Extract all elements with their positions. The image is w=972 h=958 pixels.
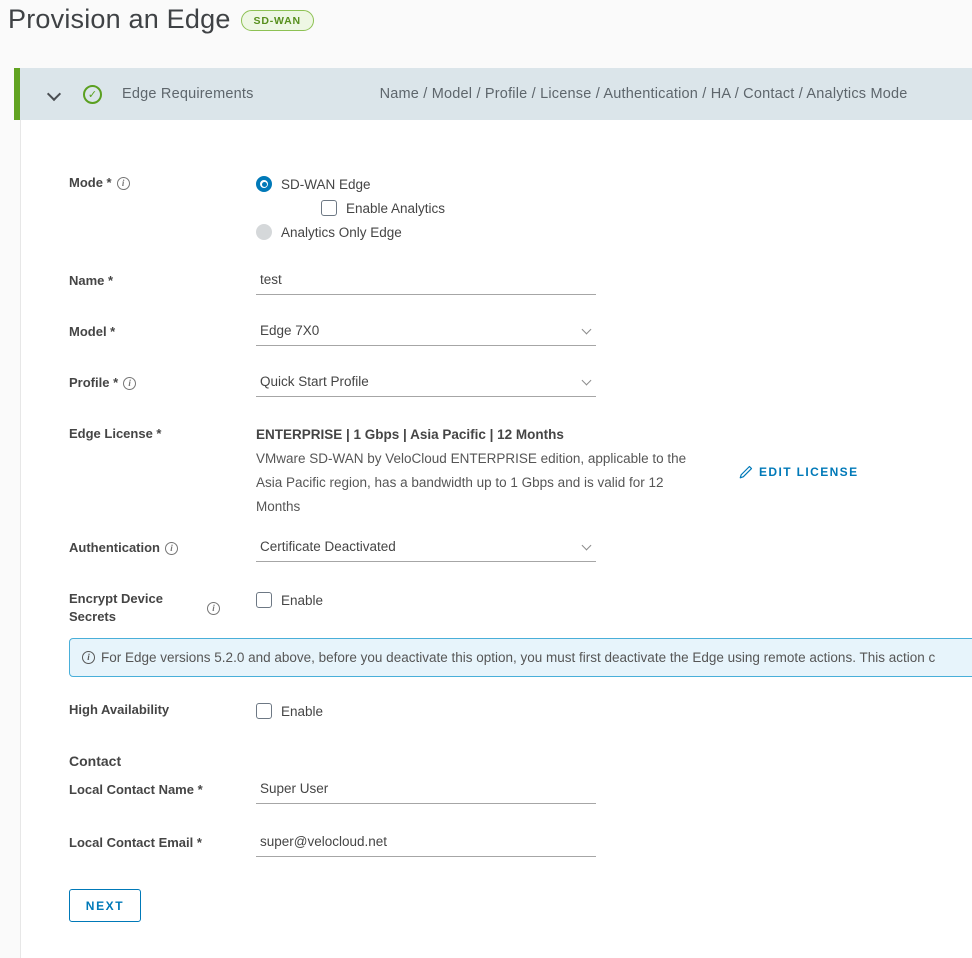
- local-contact-name-input[interactable]: Super User: [256, 779, 596, 804]
- edit-license-button[interactable]: EDIT LICENSE: [738, 425, 858, 519]
- contact-heading: Contact: [69, 753, 122, 769]
- edge-license-row: [69, 423, 972, 519]
- local-contact-email-label: Local Contact Email *: [69, 835, 202, 850]
- edge-version-info-banner: [69, 638, 972, 677]
- local-contact-email-input[interactable]: super@velocloud.net: [256, 832, 596, 857]
- page-header: [0, 0, 972, 68]
- radio-disabled-icon: [256, 224, 272, 240]
- high-availability-row: [69, 699, 972, 723]
- check-circle-icon: ✓: [83, 85, 102, 104]
- mode-radio-analytics-only: Analytics Only Edge: [256, 220, 972, 244]
- info-icon: i: [82, 651, 95, 664]
- local-contact-email-row: [69, 832, 972, 857]
- enable-analytics-checkbox-row[interactable]: Enable Analytics: [321, 196, 972, 220]
- section-steps: Name / Model / Profile / License / Authentication / HA / Contact / Analytics Mode: [379, 86, 908, 102]
- chevron-down-icon[interactable]: [48, 89, 59, 100]
- profile-label: Profile * i: [69, 372, 256, 392]
- local-contact-name-row: [69, 779, 972, 804]
- info-icon[interactable]: i: [165, 542, 178, 555]
- checkbox-unchecked-icon[interactable]: [321, 200, 337, 216]
- profile-select[interactable]: Quick Start Profile: [256, 372, 596, 397]
- edge-requirements-panel: [14, 68, 972, 958]
- caret-down-icon: [582, 328, 592, 334]
- model-select[interactable]: Edge 7X0: [256, 321, 596, 346]
- high-availability-label: High Availability: [69, 702, 170, 717]
- checkbox-unchecked-icon[interactable]: [256, 592, 272, 608]
- next-button[interactable]: NEXT: [69, 889, 141, 922]
- authentication-row: [69, 537, 972, 562]
- profile-row: [69, 372, 972, 397]
- page-title: Provision an Edge: [8, 4, 231, 34]
- mode-control: [256, 172, 972, 244]
- ha-enable-checkbox-row[interactable]: Enable: [256, 699, 972, 723]
- license-description: VMware SD-WAN by VeloCloud ENTERPRISE edition, applicable to the Asia Pacific region, has a bandwidth up to 1 Gbps and is valid for 12 Months: [256, 451, 687, 514]
- name-row: [69, 270, 972, 295]
- caret-down-icon: [582, 379, 592, 385]
- mode-radio-sdwan[interactable]: SD-WAN Edge: [256, 172, 972, 196]
- license-details: [256, 423, 708, 519]
- info-icon[interactable]: i: [123, 377, 136, 390]
- edge-requirements-header[interactable]: [14, 68, 972, 120]
- authentication-select[interactable]: Certificate Deactivated: [256, 537, 596, 562]
- banner-text: For Edge versions 5.2.0 and above, before you deactivate this option, you must first deactivate the Edge using remote actions. This action c: [101, 650, 936, 665]
- mode-row: [69, 172, 972, 244]
- encrypt-enable-checkbox-row[interactable]: Enable: [256, 588, 972, 612]
- section-title: Edge Requirements: [122, 86, 254, 102]
- info-icon[interactable]: i: [117, 177, 130, 190]
- edge-license-label: Edge License *: [69, 426, 162, 441]
- model-row: [69, 321, 972, 346]
- caret-down-icon: [582, 544, 592, 550]
- checkbox-unchecked-icon[interactable]: [256, 703, 272, 719]
- radio-selected-icon[interactable]: [256, 176, 272, 192]
- info-icon[interactable]: i: [207, 602, 220, 615]
- name-input[interactable]: test: [256, 270, 596, 295]
- panel-body: [20, 120, 972, 958]
- name-label: Name *: [69, 273, 114, 288]
- model-label: Model *: [69, 324, 116, 339]
- panel-header-content: [20, 68, 972, 120]
- encrypt-device-secrets-label: Encrypt Device Secrets i: [69, 588, 256, 626]
- encrypt-device-secrets-row: [69, 588, 972, 626]
- license-summary: ENTERPRISE | 1 Gbps | Asia Pacific | 12 Months: [256, 427, 564, 442]
- local-contact-name-label: Local Contact Name *: [69, 782, 203, 797]
- mode-label: Mode * i: [69, 172, 256, 192]
- authentication-label: Authentication i: [69, 537, 256, 557]
- sdwan-badge: SD-WAN: [241, 10, 314, 31]
- pencil-icon: [738, 465, 753, 480]
